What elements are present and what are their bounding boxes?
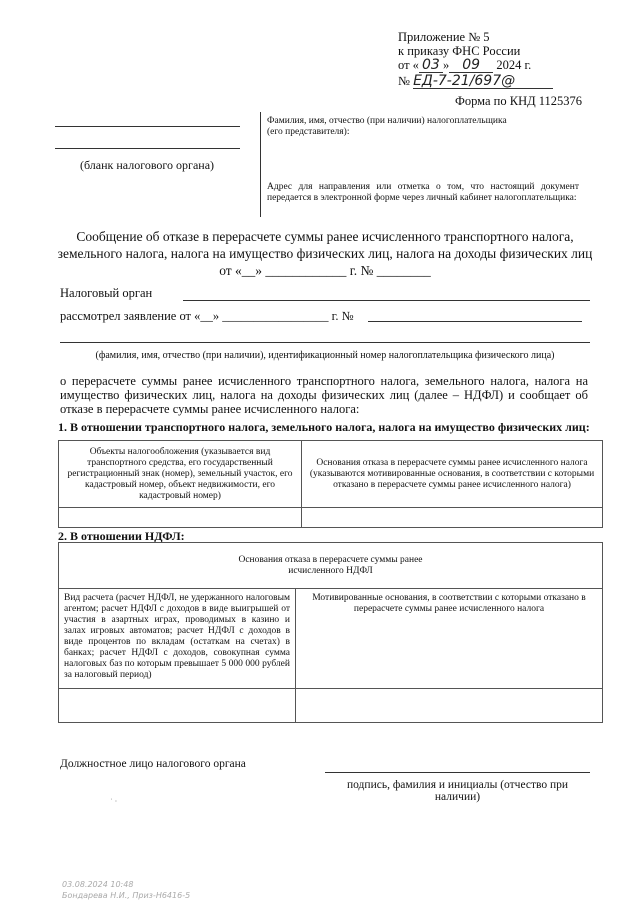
taxpayer-line — [60, 342, 590, 343]
order-month: 09 — [449, 58, 493, 73]
section-2-cell-grounds[interactable] — [296, 689, 603, 723]
section-1-empty-row — [59, 508, 603, 528]
section-1-header-row — [59, 441, 603, 508]
section-1-heading: 1. В отношении транспортного налога, земельного налога, налога на имущество физических лиц: — [58, 420, 590, 434]
appendix-number: Приложение № 5 — [398, 30, 490, 44]
number-prefix: № — [398, 74, 410, 88]
footer-author: Бондарева Н.И., Приз-Н6416-5 — [62, 891, 191, 900]
section-2-cell-calc-type[interactable] — [59, 689, 296, 723]
order-reference: к приказу ФНС России — [398, 44, 521, 58]
doc-title-line-1: Сообщение об отказе в перерасчете суммы ранее исчисленного транспортного налога, — [76, 229, 574, 244]
section-2-col-calc-type: Вид расчета (расчет НДФЛ, не удержанного налоговым агентом; расчет НДФЛ с доходов в виде выигрышей от участия в азартных играх, проводимых в казино и залах игровых автоматов; расчет НДФЛ с доходов в виде процентов по вкладам (остаткам на счетах) в банках; расчет НДФЛ с доходов, совокупная сумма налоговых баз по которым превышает 5 000 000 рублей за налоговый период) — [59, 589, 296, 689]
section-1-col-grounds: Основания отказа в перерасчете суммы ранее исчисленного налога (указываются мотивированные основания, в соответствии с которыми отказано в перерасчете суммы ранее исчисленного налога) — [302, 441, 603, 508]
section-2-title-row — [59, 543, 603, 589]
section-2-heading: 2. В отношении НДФЛ: — [58, 529, 185, 543]
doc-title-line-2: земельного налога, налога на имущество физических лиц, налога на доходы физических лиц — [57, 246, 593, 261]
order-number-value: ЕД-7-21/697@ — [413, 74, 553, 89]
section-2-empty-row — [59, 689, 603, 723]
date-prefix: от « — [398, 58, 419, 72]
signature-line — [325, 772, 590, 773]
order-day: 03 — [419, 58, 443, 73]
form-code: Форма по КНД 1125376 — [455, 94, 583, 108]
letterhead-line-2 — [55, 148, 240, 149]
section-2-table — [58, 542, 603, 723]
doc-title-line-3: от «__» ____________ г. № ________ — [219, 263, 431, 278]
order-year: 2024 г. — [496, 58, 532, 72]
reviewed-application: рассмотрел заявление от «__» _________________ г. № — [60, 309, 354, 323]
taxpayer-caption: (фамилия, имя, отчество (при наличии), идентификационный номер налогоплательщика физического лица) — [95, 350, 555, 361]
scan-speck: ˙ · — [110, 797, 118, 806]
letterhead-line-1 — [55, 126, 240, 127]
footer-timestamp: 03.08.2024 10:48 — [62, 880, 134, 889]
tax-authority-line — [183, 300, 590, 301]
section-2-title-line-2: исчисленного НДФЛ — [288, 565, 373, 576]
recipient-address-label: Адрес для направления или отметка о том, что настоящий документ передается в электронной форме через личный кабинет налогоплательщика: — [267, 182, 579, 203]
section-2-header-row — [59, 589, 603, 689]
body-paragraph: о перерасчете суммы ранее исчисленного транспортного налога, земельного налога, налога на имущество физических лиц, налога на доходы физических лиц (далее – НДФЛ) и сообщает об отказе в перерасчете суммы ранее исчисленного налога: — [60, 374, 588, 416]
letterhead-caption: (бланк налогового органа) — [80, 158, 215, 172]
section-2-title-cell — [59, 543, 603, 589]
recipient-fio-label: Фамилия, имя, отчество (при наличии) налогоплательщика (его представителя): — [267, 116, 507, 137]
section-1-table — [58, 440, 603, 528]
section-1-col-objects: Объекты налогообложения (указывается вид транспортного средства, его государственный регистрационный знак (номер), земельный участок, его кадастровый номер, объект недвижимости, его кадастровый номер) — [59, 441, 302, 508]
section-2-col-grounds: Мотивированные основания, в соответствии с которыми отказано в перерасчете суммы ранее исчисленного налога — [296, 589, 603, 689]
section-1-cell-objects[interactable] — [59, 508, 302, 528]
header-divider — [260, 112, 261, 217]
signature-caption: подпись, фамилия и инициалы (отчество при наличии) — [346, 779, 568, 803]
tax-authority-label: Налоговый орган — [60, 286, 153, 300]
order-number — [398, 74, 553, 89]
date-mid: » — [442, 58, 450, 72]
official-label: Должностное лицо налогового органа — [60, 758, 246, 770]
application-number-line — [368, 321, 582, 322]
order-date — [398, 58, 568, 73]
section-2-title-line-1: Основания отказа в перерасчете суммы ранее — [238, 554, 423, 565]
section-1-cell-grounds[interactable] — [302, 508, 603, 528]
